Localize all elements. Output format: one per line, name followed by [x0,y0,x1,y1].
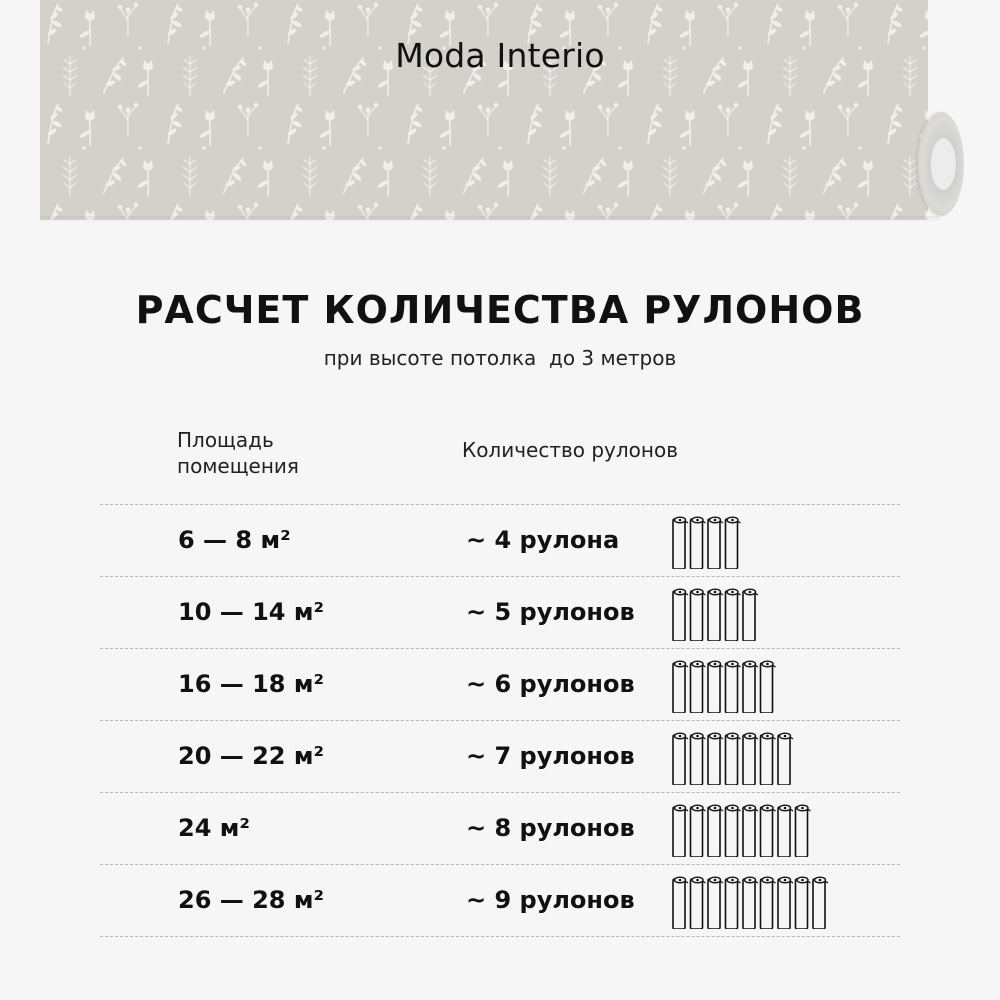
header-area-line2: помещения [177,454,299,478]
page-subtitle: при высоте потолка до 3 метров [323,346,677,370]
table-row [100,505,900,577]
wallpaper-roll-icon [743,589,758,641]
row-area: 10 — 14 м² [178,598,324,626]
floral-pattern [40,0,928,220]
wallpaper-roll-icon [761,661,776,713]
row-area: 16 — 18 м² [178,670,324,698]
row-quantity: ~ 8 рулонов [466,814,635,842]
table-row [100,793,900,865]
wallpaper-roll-icon [743,661,758,713]
wallpaper-roll-icon [708,517,723,569]
row-area: 6 — 8 м² [178,526,291,554]
wallpaper-roll-icon [673,517,688,569]
wallpaper-roll-icon [726,589,741,641]
rolls-illustration [672,585,766,641]
row-quantity: ~ 6 рулонов [466,670,635,698]
roll-calculation-table [100,504,900,937]
row-area: 26 — 28 м² [178,886,324,914]
wallpaper-roll-icon [761,877,776,929]
table-row [100,865,900,937]
rolls-illustration [672,513,748,569]
wallpaper-roll-icon [708,805,723,857]
wallpaper-roll-icon [691,805,706,857]
wallpaper-roll-icon [691,877,706,929]
wallpaper-roll-icon [813,877,828,929]
wallpaper-roll-icon [673,733,688,785]
table-row [100,649,900,721]
row-quantity: ~ 7 рулонов [466,742,635,770]
brand-name: Moda Interio [395,36,605,75]
wallpaper-roll-icon [743,877,758,929]
rolls-illustration [672,801,818,857]
header-quantity: Количество рулонов [462,438,679,462]
wallpaper-roll-end-icon [918,112,964,216]
table-row [100,577,900,649]
rolls-svg [672,585,766,641]
wallpaper-roll-icon [673,877,688,929]
wallpaper-roll-icon [778,877,793,929]
rolls-svg [672,873,836,929]
rolls-illustration [672,657,783,713]
wallpaper-roll-icon [691,733,706,785]
row-quantity: ~ 9 рулонов [466,886,635,914]
row-area: 20 — 22 м² [178,742,324,770]
rolls-illustration [672,873,836,929]
wallpaper-banner [40,0,928,220]
wallpaper-roll-icon [761,733,776,785]
header-area-line1: Площадь [177,428,274,452]
wallpaper-roll-icon [761,805,776,857]
wallpaper-roll-icon [743,733,758,785]
wallpaper-roll-icon [726,877,741,929]
wallpaper-roll-icon [673,589,688,641]
wallpaper-roll-icon [708,877,723,929]
wallpaper-roll-icon [708,589,723,641]
wallpaper-roll-icon [691,661,706,713]
header-area [177,427,397,479]
row-area: 24 м² [178,814,250,842]
wallpaper-roll-icon [726,733,741,785]
row-quantity: ~ 5 рулонов [466,598,635,626]
wallpaper-roll-icon [726,661,741,713]
table-row [100,721,900,793]
wallpaper-roll-icon [743,805,758,857]
wallpaper-roll-icon [726,805,741,857]
rolls-illustration [672,729,801,785]
wallpaper-roll-icon [673,805,688,857]
wallpaper-roll-icon [691,517,706,569]
wallpaper-roll-icon [708,733,723,785]
rolls-svg [672,729,801,785]
wallpaper-roll-icon [796,805,811,857]
wallpaper-roll-icon [673,661,688,713]
wallpaper-roll-icon [708,661,723,713]
wallpaper-roll-icon [726,517,741,569]
row-quantity: ~ 4 рулона [466,526,620,554]
wallpaper-roll-icon [778,733,793,785]
wallpaper-roll-icon [691,589,706,641]
rolls-svg [672,801,818,857]
page-title: РАСЧЕТ КОЛИЧЕСТВА РУЛОНОВ [135,288,865,332]
wallpaper-roll-icon [796,877,811,929]
banner-shadow [40,216,940,222]
rolls-svg [672,657,783,713]
rolls-svg [672,513,748,569]
wallpaper-roll-icon [778,805,793,857]
